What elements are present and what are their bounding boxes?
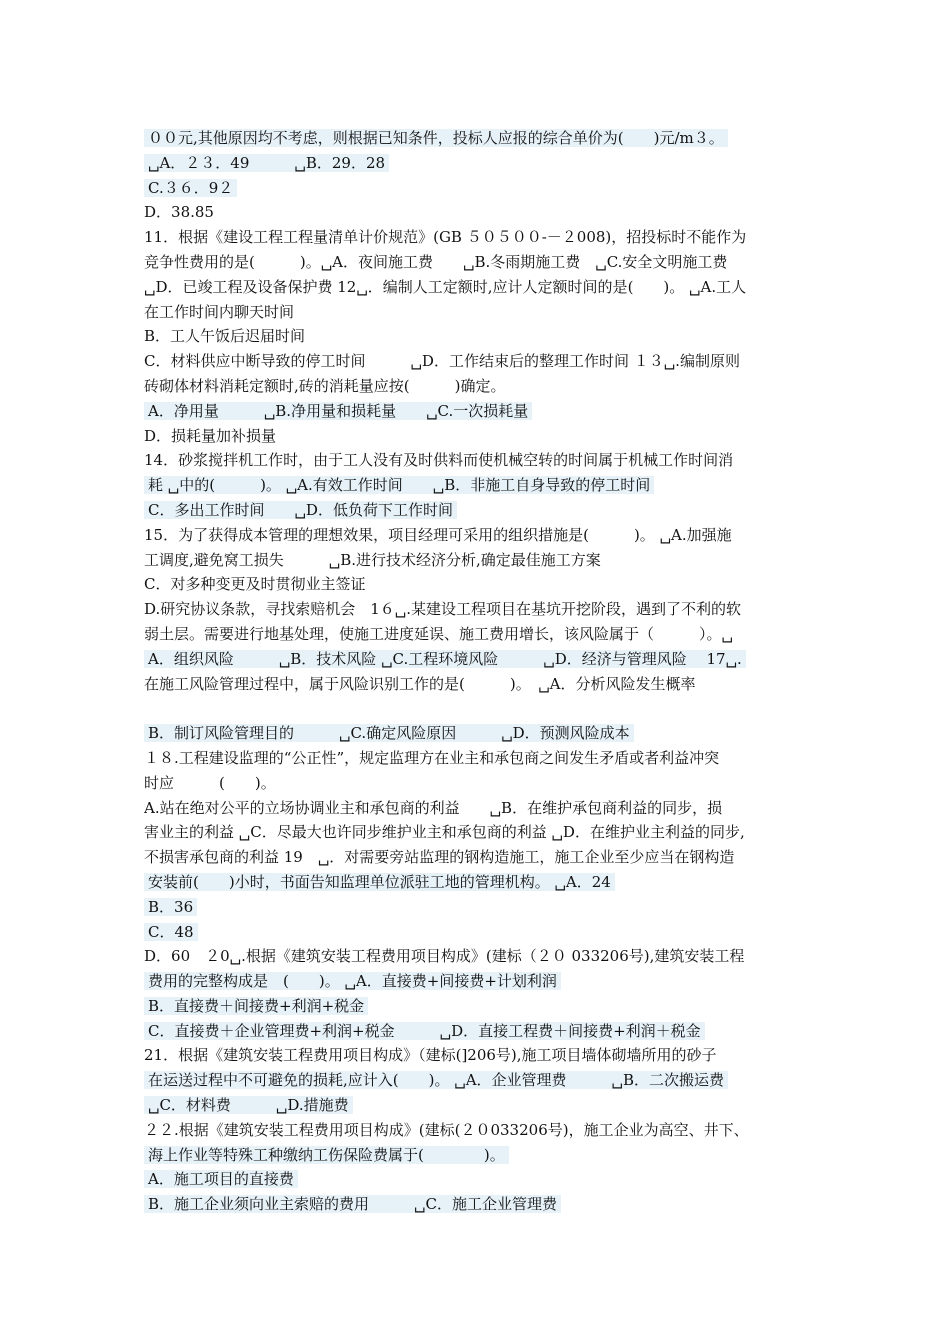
text-line: ␣D．已竣工程及设备保护费 12␣．编制人工定额时,应计人定额时间的是( )。 ␣A.工人 xyxy=(144,277,747,296)
text-line: 21．根据《建筑安装工程费用项目构成》（建标(]206号),施工项目墙体砌墙所用的砂子 xyxy=(144,1046,717,1065)
text-line: D．38.85 xyxy=(144,203,214,222)
question-text-block xyxy=(144,126,820,1217)
text-line: D．损耗量加补损量 xyxy=(144,426,277,445)
text-line: 费用的完整构成是 ( )。 ␣A．直接费+间接费+计划利润 xyxy=(144,969,820,994)
text-line: 害业主的利益 ␣C．尽最大也许同步维护业主和承包商的利益 ␣D．在维护业主利益的同步, xyxy=(144,823,745,842)
text-line: C．直接费＋企业管理费+利润+税金 ␣D．直接工程费＋间接费+利润＋税金 xyxy=(144,1019,820,1044)
text-line: ␣A．２３．49 ␣B．29．28 xyxy=(144,151,820,176)
text-line: 竞争性费用的是( )。␣A．夜间施工费 ␣B.冬雨期施工费 ␣C.安全文明施工费 xyxy=(144,252,728,271)
text-line: B．直接费＋间接费+利润+税金 xyxy=(144,994,820,1019)
text-line: 海上作业等特殊工种缴纳工伤保险费属于( )。 xyxy=(144,1143,820,1168)
text-line: C．48 xyxy=(144,920,820,945)
text-line: B．制订风险管理目的 ␣C.确定风险原因 ␣D．预测风险成本 xyxy=(144,721,820,746)
text-line: ２２.根据《建筑安装工程费用项目构成》(建标(２０033206号)，施工企业为高空、井下、 xyxy=(144,1120,749,1139)
text-line: B．工人午饭后迟届时间 xyxy=(144,327,306,346)
text-line: 耗 ␣中的( )。 ␣A.有效工作时间 ␣B．非施工自身导致的停工时间 xyxy=(144,473,820,498)
text-line: 时应 ( )。 xyxy=(144,773,276,792)
blank-line xyxy=(144,696,820,721)
text-line: D.研究协议条款，寻找索赔机会 1６␣.某建设工程项目在基坑开挖阶段，遇到了不利的软 xyxy=(144,600,742,619)
text-line: A．施工项目的直接费 xyxy=(144,1167,820,1192)
text-line: 11．根据《建设工程工程量清单计价规范》(GB ５０５００-－２008)，招投标时不能作为 xyxy=(144,228,747,247)
text-line: A.站在绝对公平的立场协调业主和承包商的利益 ␣B．在维护承包商利益的同步，损 xyxy=(144,798,723,817)
text-line: 在施工风险管理过程中，属于风险识别工作的是( )。 ␣A．分析风险发生概率 xyxy=(144,674,696,693)
text-line: B．36 xyxy=(144,895,820,920)
text-line: 工调度,避免窝工损失 ␣B.进行技术经济分析,确定最佳施工方案 xyxy=(144,550,601,569)
text-line: 15．为了获得成本管理的理想效果，项目经理可采用的组织措施是( )。 ␣A.加强施 xyxy=(144,525,732,544)
text-line: C．材料供应中断导致的停工时间 ␣D．工作结束后的整理工作时间 １３␣.编制原则 xyxy=(144,352,740,371)
text-line: 砖砌体材料消耗定额时,砖的消耗量应按( )确定。 xyxy=(144,376,506,395)
text-line: 14．砂浆搅拌机工作时，由于工人没有及时供料而使机械空转的时间属于机械工作时间消 xyxy=(144,451,734,470)
text-line: １８.工程建设监理的“公正性”，规定监理方在业主和承包商之间发生矛盾或者利益冲突 xyxy=(144,748,720,767)
text-line: C.３６．9２ xyxy=(144,176,820,201)
text-line: 不损害承包商的利益 19 ␣．对需要旁站监理的钢构造施工，施工企业至少应当在钢构造 xyxy=(144,848,735,867)
text-line: ␣C．材料费 ␣D.措施费 xyxy=(144,1093,820,1118)
text-line: 在工作时间内聊天时间 xyxy=(144,302,295,321)
text-line: C．多出工作时间 ␣D．低负荷下工作时间 xyxy=(144,498,820,523)
text-line: C．对多种变更及时贯彻业主签证 xyxy=(144,575,366,594)
text-line: 在运送过程中不可避免的损耗,应计入( )。 ␣A．企业管理费 ␣B．二次搬运费 xyxy=(144,1068,820,1093)
text-line: B．施工企业须向业主索赔的费用 ␣C．施工企业管理费 xyxy=(144,1192,820,1217)
text-line: 弱土层。需要进行地基处理，使施工进度延误、施工费用增长，该风险属于（ ）。␣ xyxy=(144,624,733,643)
text-line: ００元,其他原因均不考虑，则根据已知条件，投标人应报的综合单价为( )元/m３。 xyxy=(144,126,820,151)
text-line: A．净用量 ␣B.净用量和损耗量 ␣C.一次损耗量 xyxy=(144,399,820,424)
text-line: A．组织风险 ␣B．技术风险 ␣C.工程环境风险 ␣D．经济与管理风险 17␣. xyxy=(144,647,820,672)
text-line: 安装前( )小时，书面告知监理单位派驻工地的管理机构。 ␣A．24 xyxy=(144,870,820,895)
text-line: D．60 ２0␣.根据《建筑安装工程费用项目构成》(建标（２０ 033206号),建筑安装工程 xyxy=(144,947,745,966)
